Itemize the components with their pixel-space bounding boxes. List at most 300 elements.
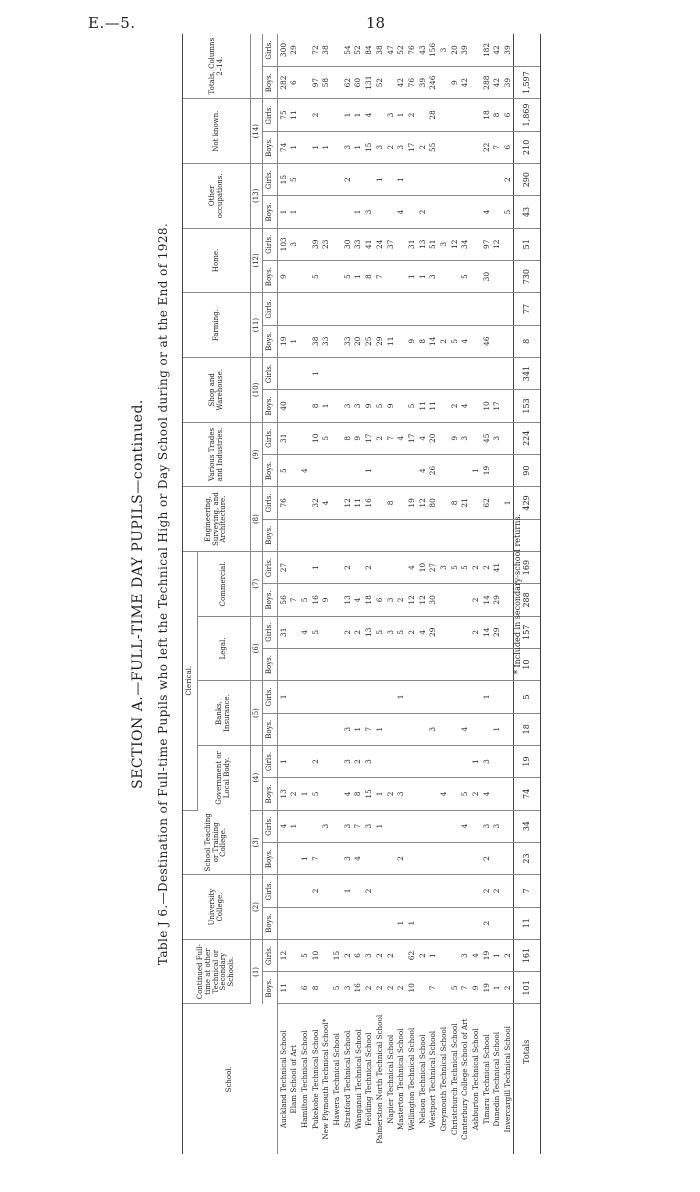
value-cell: 2 xyxy=(449,390,460,422)
value-cell xyxy=(364,648,375,680)
value-cell xyxy=(428,875,439,907)
value-cell: 5 xyxy=(374,390,385,422)
value-cell xyxy=(331,454,342,486)
school-name: Napier Technical School xyxy=(385,1034,395,1124)
value-cell xyxy=(406,778,417,810)
value-cell: 26 xyxy=(428,454,439,486)
value-cell: 1 xyxy=(374,163,385,195)
value-cell xyxy=(278,519,289,551)
value-cell xyxy=(385,842,396,874)
value-cell xyxy=(278,293,289,325)
value-cell: 4 xyxy=(321,487,332,519)
value-cell: 1 xyxy=(353,196,364,228)
school-name: Palmerston North Technical School xyxy=(374,1014,384,1144)
value-cell: 1 xyxy=(310,357,321,389)
school-name: Nelson Technical School xyxy=(417,1034,427,1124)
value-cell: 80 xyxy=(428,487,439,519)
boys-subheader: Boys. xyxy=(263,648,278,680)
total-cell: 101 xyxy=(514,972,541,1004)
value-cell xyxy=(396,487,407,519)
value-cell: 1 xyxy=(492,939,503,971)
value-cell xyxy=(449,99,460,131)
boys-subheader: Boys. xyxy=(263,713,278,745)
total-cell: 43 xyxy=(514,196,541,228)
value-cell: 76 xyxy=(406,34,417,66)
value-cell xyxy=(492,519,503,551)
value-cell: 3 xyxy=(428,260,439,292)
value-cell: 3 xyxy=(364,939,375,971)
value-cell xyxy=(502,810,513,842)
total-cell: 77 xyxy=(514,293,541,325)
value-cell xyxy=(331,616,342,648)
total-cell: 51 xyxy=(514,228,541,260)
value-cell xyxy=(502,228,513,260)
value-cell xyxy=(502,745,513,777)
value-cell: 19 xyxy=(278,325,289,357)
table-row xyxy=(492,34,503,1154)
value-cell xyxy=(438,616,449,648)
value-cell: 2 xyxy=(417,939,428,971)
value-cell: 3 xyxy=(364,745,375,777)
value-cell xyxy=(278,842,289,874)
value-cell xyxy=(470,357,481,389)
value-cell xyxy=(470,131,481,163)
value-cell xyxy=(502,325,513,357)
value-cell: 5 xyxy=(449,972,460,1004)
value-cell xyxy=(470,163,481,195)
value-cell xyxy=(278,713,289,745)
value-cell: 76 xyxy=(406,66,417,98)
value-cell xyxy=(299,325,310,357)
table-row xyxy=(406,34,417,1154)
value-cell: 41 xyxy=(492,551,503,583)
value-cell xyxy=(321,260,332,292)
value-cell: 6 xyxy=(299,972,310,1004)
value-cell xyxy=(406,810,417,842)
value-cell: 2 xyxy=(417,131,428,163)
school-name: Stratford Technical School xyxy=(342,1030,352,1128)
value-cell: 246 xyxy=(428,66,439,98)
value-cell xyxy=(289,390,300,422)
value-cell: 7 xyxy=(353,810,364,842)
value-cell xyxy=(278,648,289,680)
value-cell xyxy=(438,939,449,971)
value-cell: 4 xyxy=(417,422,428,454)
value-cell: 11 xyxy=(353,487,364,519)
value-cell xyxy=(364,163,375,195)
value-cell xyxy=(460,907,471,939)
value-cell: 4 xyxy=(299,454,310,486)
page-reference: E.—5. xyxy=(88,14,136,32)
table-row xyxy=(470,34,481,1154)
value-cell xyxy=(502,842,513,874)
total-cell: 153 xyxy=(514,390,541,422)
value-cell xyxy=(428,681,439,713)
value-cell: 2 xyxy=(502,163,513,195)
value-cell xyxy=(470,99,481,131)
value-cell xyxy=(331,196,342,228)
page-number: 18 xyxy=(366,14,386,32)
value-cell: 9 xyxy=(385,390,396,422)
value-cell: 20 xyxy=(449,34,460,66)
value-cell: 4 xyxy=(299,616,310,648)
value-cell xyxy=(396,390,407,422)
value-cell xyxy=(449,648,460,680)
total-cell: 5 xyxy=(514,681,541,713)
school-header: School. xyxy=(183,1004,278,1154)
value-cell xyxy=(470,293,481,325)
column-number: (1) xyxy=(251,939,263,1004)
value-cell xyxy=(331,357,342,389)
value-cell: 1 xyxy=(470,745,481,777)
value-cell xyxy=(342,196,353,228)
value-cell xyxy=(449,454,460,486)
value-cell xyxy=(374,648,385,680)
value-cell xyxy=(502,907,513,939)
value-cell: 3 xyxy=(460,422,471,454)
value-cell xyxy=(481,293,492,325)
value-cell xyxy=(428,778,439,810)
value-cell: 3 xyxy=(289,228,300,260)
value-cell: 2 xyxy=(481,842,492,874)
value-cell: 2 xyxy=(502,939,513,971)
boys-subheader: Boys. xyxy=(263,196,278,228)
value-cell: 2 xyxy=(406,616,417,648)
value-cell: 3 xyxy=(342,745,353,777)
value-cell xyxy=(374,293,385,325)
value-cell xyxy=(385,745,396,777)
value-cell: 3 xyxy=(342,131,353,163)
value-cell xyxy=(449,875,460,907)
value-cell xyxy=(470,487,481,519)
value-cell: 17 xyxy=(406,422,417,454)
value-cell: 2 xyxy=(470,616,481,648)
value-cell: 1 xyxy=(353,260,364,292)
value-cell xyxy=(470,66,481,98)
value-cell: 1 xyxy=(492,972,503,1004)
value-cell xyxy=(417,681,428,713)
value-cell: 3 xyxy=(460,939,471,971)
value-cell: 41 xyxy=(364,228,375,260)
value-cell xyxy=(342,519,353,551)
value-cell: 3 xyxy=(481,810,492,842)
value-cell: 29 xyxy=(428,616,439,648)
value-cell xyxy=(492,260,503,292)
value-cell: 3 xyxy=(492,810,503,842)
value-cell: 1 xyxy=(374,778,385,810)
value-cell xyxy=(331,681,342,713)
value-cell xyxy=(342,681,353,713)
total-cell: 210 xyxy=(514,131,541,163)
value-cell: 131 xyxy=(364,66,375,98)
boys-subheader: Boys. xyxy=(263,454,278,486)
value-cell xyxy=(417,648,428,680)
column-number: (8) xyxy=(251,487,263,552)
value-cell xyxy=(396,648,407,680)
value-cell xyxy=(438,357,449,389)
total-cell: 1,597 xyxy=(514,66,541,98)
value-cell: 1 xyxy=(428,939,439,971)
value-cell xyxy=(449,778,460,810)
value-cell xyxy=(289,713,300,745)
value-cell xyxy=(492,487,503,519)
value-cell: 1 xyxy=(321,390,332,422)
value-cell xyxy=(470,228,481,260)
girls-subheader: Girls. xyxy=(263,616,278,648)
value-cell: 52 xyxy=(374,66,385,98)
value-cell: 3 xyxy=(342,972,353,1004)
table-row xyxy=(278,34,289,1154)
value-cell xyxy=(428,519,439,551)
value-cell xyxy=(321,357,332,389)
value-cell xyxy=(289,454,300,486)
value-cell xyxy=(406,648,417,680)
value-cell: 6 xyxy=(502,99,513,131)
value-cell xyxy=(289,357,300,389)
girls-subheader: Girls. xyxy=(263,293,278,325)
value-cell: 7 xyxy=(374,260,385,292)
value-cell: 14 xyxy=(481,616,492,648)
value-cell: 2 xyxy=(310,99,321,131)
value-cell xyxy=(460,745,471,777)
value-cell xyxy=(289,681,300,713)
column-group-label: Farming. xyxy=(183,293,251,358)
value-cell: 1 xyxy=(353,713,364,745)
value-cell: 1 xyxy=(396,163,407,195)
value-cell: 10 xyxy=(310,422,321,454)
boys-subheader: Boys. xyxy=(263,907,278,939)
value-cell: 1 xyxy=(310,551,321,583)
value-cell: 17 xyxy=(364,422,375,454)
value-cell xyxy=(289,939,300,971)
value-cell: 3 xyxy=(342,713,353,745)
value-cell: 4 xyxy=(396,196,407,228)
value-cell: 5 xyxy=(406,390,417,422)
value-cell: 3 xyxy=(438,34,449,66)
value-cell: 8 xyxy=(385,487,396,519)
value-cell: 4 xyxy=(353,584,364,616)
table-row xyxy=(460,34,471,1154)
value-cell: 6 xyxy=(353,939,364,971)
value-cell xyxy=(374,875,385,907)
value-cell xyxy=(374,519,385,551)
value-cell: 33 xyxy=(353,228,364,260)
value-cell: 5 xyxy=(310,260,321,292)
value-cell: 3 xyxy=(438,551,449,583)
value-cell xyxy=(374,551,385,583)
value-cell: 2 xyxy=(470,551,481,583)
table-row xyxy=(353,34,364,1154)
table-row xyxy=(299,34,310,1154)
value-cell xyxy=(299,487,310,519)
school-name: New Plymouth Technical School* xyxy=(321,1018,331,1140)
value-cell xyxy=(438,681,449,713)
value-cell xyxy=(417,810,428,842)
value-cell xyxy=(470,875,481,907)
value-cell xyxy=(470,810,481,842)
value-cell: 29 xyxy=(492,584,503,616)
value-cell: 1 xyxy=(374,810,385,842)
value-cell xyxy=(299,390,310,422)
girls-subheader: Girls. xyxy=(263,422,278,454)
value-cell: 16 xyxy=(310,584,321,616)
value-cell: 1 xyxy=(321,131,332,163)
value-cell: 2 xyxy=(406,99,417,131)
value-cell xyxy=(385,66,396,98)
value-cell xyxy=(460,842,471,874)
value-cell: 7 xyxy=(460,972,471,1004)
value-cell: 18 xyxy=(481,99,492,131)
total-cell: 7 xyxy=(514,875,541,907)
value-cell: 13 xyxy=(342,584,353,616)
value-cell: 3 xyxy=(481,745,492,777)
column-group-label: Government or Local Body. xyxy=(198,745,251,810)
value-cell: 60 xyxy=(353,66,364,98)
value-cell xyxy=(470,325,481,357)
value-cell: 5 xyxy=(278,454,289,486)
value-cell xyxy=(470,713,481,745)
table-title: Table J 6.—Destination of Full-time Pupils who left the Technical High or Day School during or at the End of 1928. xyxy=(156,222,170,966)
girls-subheader: Girls. xyxy=(263,228,278,260)
value-cell xyxy=(385,648,396,680)
value-cell xyxy=(428,196,439,228)
value-cell: 4 xyxy=(278,810,289,842)
column-group-label: School Teaching or Training College. xyxy=(183,810,251,875)
school-name: Ashburton Technical School xyxy=(471,1028,481,1131)
value-cell xyxy=(321,842,332,874)
value-cell: 182 xyxy=(481,34,492,66)
value-cell xyxy=(470,648,481,680)
value-cell xyxy=(299,34,310,66)
value-cell: 1 xyxy=(278,745,289,777)
value-cell: 2 xyxy=(396,842,407,874)
value-cell: 8 xyxy=(492,99,503,131)
value-cell: 1 xyxy=(396,907,407,939)
girls-subheader: Girls. xyxy=(263,34,278,66)
total-cell: 224 xyxy=(514,422,541,454)
value-cell: 29 xyxy=(374,325,385,357)
value-cell: 1 xyxy=(289,810,300,842)
total-cell: 341 xyxy=(514,357,541,389)
value-cell xyxy=(374,745,385,777)
value-cell: 9 xyxy=(449,422,460,454)
value-cell xyxy=(342,648,353,680)
value-cell xyxy=(396,454,407,486)
value-cell: 76 xyxy=(278,487,289,519)
value-cell: 97 xyxy=(481,228,492,260)
total-cell: 74 xyxy=(514,778,541,810)
value-cell: 4 xyxy=(438,778,449,810)
total-cell: 90 xyxy=(514,454,541,486)
value-cell xyxy=(481,357,492,389)
value-cell xyxy=(310,648,321,680)
value-cell: 1 xyxy=(289,325,300,357)
value-cell: 34 xyxy=(460,228,471,260)
school-name: Dunedin Technical School xyxy=(492,1031,502,1127)
value-cell: 17 xyxy=(492,390,503,422)
value-cell: 3 xyxy=(321,810,332,842)
value-cell xyxy=(417,357,428,389)
value-cell: 5 xyxy=(289,163,300,195)
table-row xyxy=(374,34,385,1154)
value-cell: 2 xyxy=(364,551,375,583)
value-cell: 22 xyxy=(481,131,492,163)
value-cell xyxy=(406,163,417,195)
value-cell: 2 xyxy=(353,616,364,648)
value-cell xyxy=(353,519,364,551)
value-cell xyxy=(492,454,503,486)
value-cell: 8 xyxy=(342,422,353,454)
value-cell xyxy=(299,713,310,745)
value-cell xyxy=(321,745,332,777)
school-name: Westport Technical School xyxy=(428,1030,438,1128)
value-cell: 62 xyxy=(481,487,492,519)
value-cell: 2 xyxy=(438,325,449,357)
value-cell: 42 xyxy=(492,34,503,66)
value-cell xyxy=(299,99,310,131)
value-cell xyxy=(406,293,417,325)
value-cell xyxy=(438,842,449,874)
value-cell xyxy=(460,131,471,163)
value-cell: 1 xyxy=(481,681,492,713)
value-cell xyxy=(353,293,364,325)
value-cell: 52 xyxy=(353,34,364,66)
value-cell xyxy=(449,939,460,971)
value-cell: 39 xyxy=(502,34,513,66)
value-cell xyxy=(299,519,310,551)
table-row xyxy=(428,34,439,1154)
value-cell xyxy=(321,972,332,1004)
value-cell: 3 xyxy=(364,810,375,842)
value-cell xyxy=(460,584,471,616)
column-number: (4) xyxy=(251,745,263,810)
value-cell xyxy=(331,713,342,745)
value-cell: 2 xyxy=(364,972,375,1004)
value-cell xyxy=(428,163,439,195)
value-cell: 4 xyxy=(417,454,428,486)
value-cell: 7 xyxy=(310,842,321,874)
value-cell xyxy=(460,99,471,131)
table-row xyxy=(385,34,396,1154)
value-cell: 12 xyxy=(417,584,428,616)
value-cell: 5 xyxy=(449,551,460,583)
value-cell: 3 xyxy=(428,713,439,745)
column-group-label: Shop and Warehouse. xyxy=(183,357,251,422)
value-cell: 30 xyxy=(428,584,439,616)
column-number: (10) xyxy=(251,357,263,422)
value-cell xyxy=(460,681,471,713)
value-cell xyxy=(492,842,503,874)
value-cell: 2 xyxy=(481,551,492,583)
value-cell: 2 xyxy=(342,939,353,971)
value-cell xyxy=(406,196,417,228)
value-cell xyxy=(438,163,449,195)
value-cell: 84 xyxy=(364,34,375,66)
value-cell: 1 xyxy=(289,196,300,228)
value-cell xyxy=(406,875,417,907)
value-cell: 21 xyxy=(460,487,471,519)
value-cell xyxy=(449,260,460,292)
value-cell: 54 xyxy=(342,34,353,66)
value-cell xyxy=(396,325,407,357)
value-cell: 13 xyxy=(278,778,289,810)
value-cell xyxy=(385,810,396,842)
value-cell xyxy=(460,357,471,389)
value-cell xyxy=(449,616,460,648)
value-cell: 5 xyxy=(299,584,310,616)
value-cell: 1 xyxy=(299,842,310,874)
value-cell xyxy=(310,810,321,842)
